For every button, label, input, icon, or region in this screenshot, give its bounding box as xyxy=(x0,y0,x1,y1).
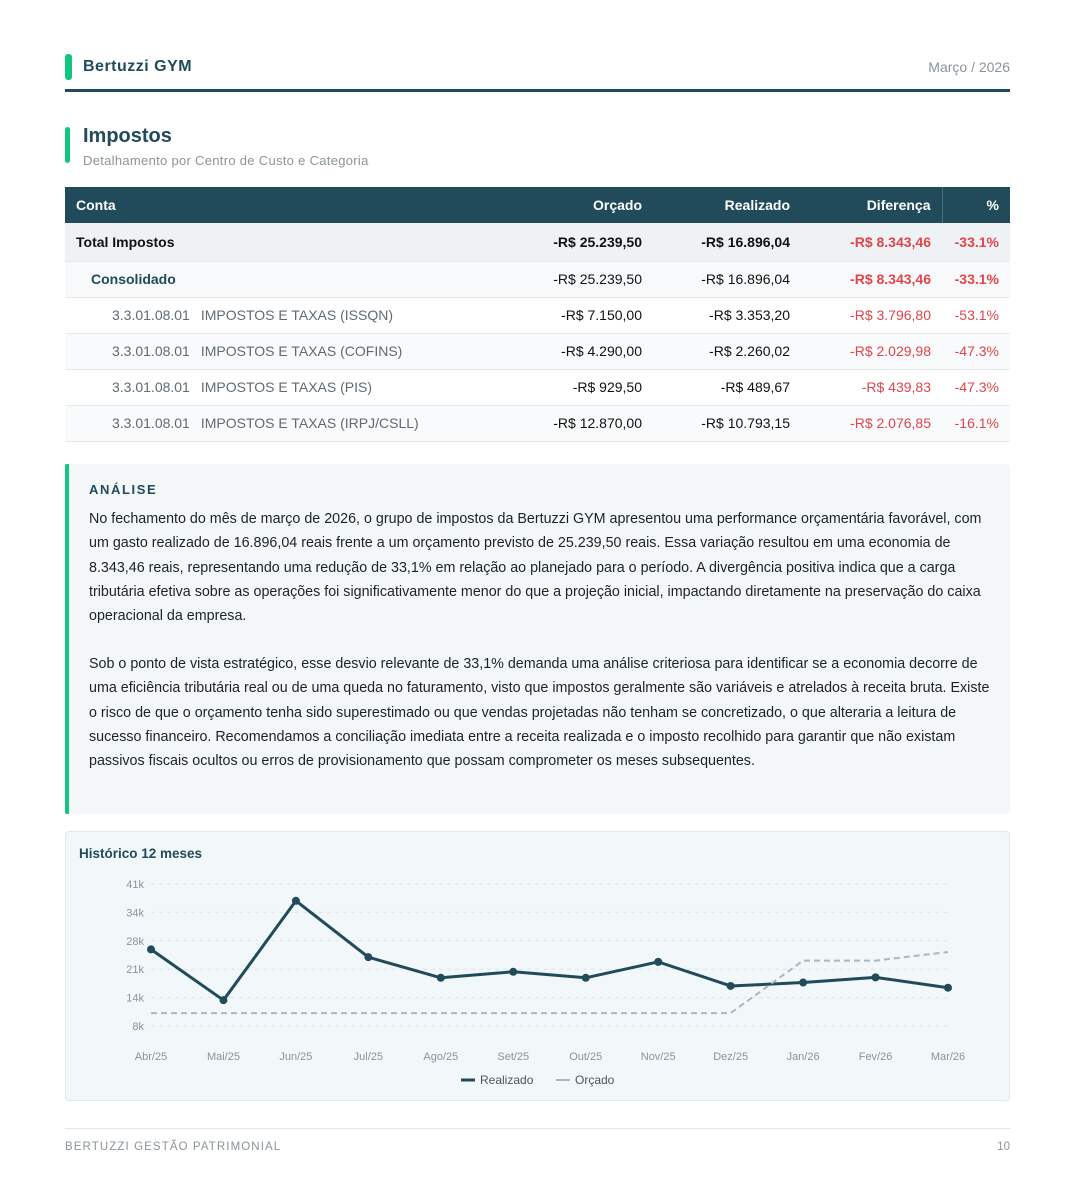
total-row xyxy=(65,223,1010,261)
total-diferenca: -R$ 8.343,46 xyxy=(801,223,942,261)
row-orcado: -R$ 4.290,00 xyxy=(510,333,653,369)
total-orcado: -R$ 25.239,50 xyxy=(510,223,653,261)
chart-canvas xyxy=(66,832,1011,1102)
row-diferenca: -R$ 3.796,80 xyxy=(801,297,942,333)
table-row xyxy=(65,369,1010,405)
account-code: 3.3.01.08.01 xyxy=(112,343,190,359)
tax-table xyxy=(65,187,1010,442)
row-orcado: -R$ 12.870,00 xyxy=(510,405,653,441)
x-tick-label: Jan/26 xyxy=(786,1051,820,1063)
table-row xyxy=(65,333,1010,369)
orcado-line xyxy=(151,952,948,1013)
group-label: Consolidado xyxy=(65,261,510,297)
x-tick-label: Mar/26 xyxy=(930,1051,966,1063)
realizado-line xyxy=(151,901,948,1000)
x-tick-label: Set/25 xyxy=(497,1051,530,1063)
group-realizado: -R$ 16.896,04 xyxy=(653,261,801,297)
row-pct: -53.1% xyxy=(942,297,1010,333)
account-code: 3.3.01.08.01 xyxy=(112,415,190,431)
realizado-point xyxy=(944,984,952,992)
account-name: IMPOSTOS E TAXAS (PIS) xyxy=(200,379,373,395)
realizado-point xyxy=(219,996,227,1004)
row-diferenca: -R$ 2.029,98 xyxy=(801,333,942,369)
group-diferenca: -R$ 8.343,46 xyxy=(801,261,942,297)
row-pct: -16.1% xyxy=(942,405,1010,441)
company-name: Bertuzzi GYM xyxy=(83,58,193,75)
account-name: IMPOSTOS E TAXAS (ISSQN) xyxy=(200,307,394,323)
row-orcado: -R$ 929,50 xyxy=(510,369,653,405)
col-header-pct: % xyxy=(942,187,1010,223)
y-tick-label: 21k xyxy=(126,964,144,977)
total-label: Total Impostos xyxy=(65,223,510,261)
account-name: IMPOSTOS E TAXAS (COFINS) xyxy=(200,343,403,359)
table-row xyxy=(65,297,1010,333)
account-name: IMPOSTOS E TAXAS (IRPJ/CSLL) xyxy=(200,415,419,431)
realizado-point xyxy=(364,953,372,961)
table-row xyxy=(65,405,1010,441)
realizado-point xyxy=(799,979,807,987)
realizado-point xyxy=(727,982,735,990)
account-cell xyxy=(65,369,510,405)
row-pct: -47.3% xyxy=(942,333,1010,369)
x-tick-label: Ago/25 xyxy=(423,1051,459,1063)
x-tick-label: Out/25 xyxy=(569,1051,603,1063)
realizado-point xyxy=(654,958,662,966)
row-orcado: -R$ 7.150,00 xyxy=(510,297,653,333)
page-number: 10 xyxy=(997,1141,1010,1153)
page-subtitle: Detalhamento por Centro de Custo e Categoria xyxy=(83,153,369,168)
table-header-row xyxy=(65,187,1010,223)
x-tick-label: Jul/25 xyxy=(353,1051,384,1063)
analysis-accent-bar xyxy=(65,464,69,814)
account-cell xyxy=(65,297,510,333)
realizado-point xyxy=(582,974,590,982)
section-heading xyxy=(65,125,665,169)
analysis-label: ANÁLISE xyxy=(89,482,158,497)
legend-label: Realizado xyxy=(480,1073,534,1087)
row-realizado: -R$ 10.793,15 xyxy=(653,405,801,441)
col-header-orcado: Orçado xyxy=(510,187,653,223)
legend-label: Orçado xyxy=(575,1073,615,1087)
row-diferenca: -R$ 439,83 xyxy=(801,369,942,405)
x-tick-label: Dez/25 xyxy=(713,1051,749,1063)
row-diferenca: -R$ 2.076,85 xyxy=(801,405,942,441)
x-tick-label: Mai/25 xyxy=(206,1051,240,1063)
analysis-box xyxy=(65,464,1010,814)
y-tick-label: 8k xyxy=(132,1021,144,1033)
header-divider xyxy=(65,89,1010,92)
x-tick-label: Fev/26 xyxy=(858,1051,893,1063)
history-chart xyxy=(65,831,1010,1101)
x-tick-label: Jun/25 xyxy=(279,1051,313,1063)
chart-title: Histórico 12 meses xyxy=(79,846,203,861)
account-cell xyxy=(65,405,510,441)
realizado-point xyxy=(509,968,517,976)
x-tick-label: Abr/25 xyxy=(134,1051,168,1063)
y-tick-label: 14k xyxy=(126,992,144,1005)
footer-divider xyxy=(65,1128,1010,1129)
realizado-point xyxy=(437,974,445,982)
total-pct: -33.1% xyxy=(942,223,1010,261)
col-header-conta: Conta xyxy=(65,187,510,223)
row-realizado: -R$ 3.353,20 xyxy=(653,297,801,333)
realizado-point xyxy=(872,973,880,981)
y-tick-label: 41k xyxy=(126,879,144,891)
total-realizado: -R$ 16.896,04 xyxy=(653,223,801,261)
report-period: Março / 2026 xyxy=(928,59,1010,75)
account-code: 3.3.01.08.01 xyxy=(112,307,190,323)
col-header-diferenca: Diferença xyxy=(801,187,942,223)
row-realizado: -R$ 2.260,02 xyxy=(653,333,801,369)
analysis-paragraph-1: No fechamento do mês de março de 2026, o grupo de impostos da Bertuzzi GYM apresentou uma performance orçamentária favorável, com um gasto realizado de 16.896,04 reais frente a um orçamento previsto de 25.239,50 reais. Essa variação resultou em uma economia de 8.343,46 reais, representando uma redução de 33,1% em relação ao planejado para o período. A divergência positiva indica que a carga tributária efetiva sobre as operações foi significativamente menor do que a projeção inicial, impactando diretamente na preservação do caixa operacional da empresa. xyxy=(89,511,982,625)
realizado-point xyxy=(292,897,300,905)
x-tick-label: Nov/25 xyxy=(640,1051,676,1063)
group-row xyxy=(65,261,1010,297)
account-code: 3.3.01.08.01 xyxy=(112,379,190,395)
header-accent-bar xyxy=(65,54,72,80)
y-tick-label: 34k xyxy=(126,907,144,920)
analysis-paragraph-2: Sob o ponto de vista estratégico, esse desvio relevante de 33,1% demanda uma análise criteriosa para identificar se a economia decorre de uma eficiência tributária real ou de uma queda no faturamento, visto que impostos geralmente são variáveis e atrelados à receita bruta. Existe o risco de que o orçamento tenha sido superestimado ou que vendas projetadas não tenham se concretizado, o que alteraria a leitura de sucesso financeiro. Recomendamos a conciliação imediata entre a receita realizada e o imposto recolhido para garantir que não existam passivos fiscais ocultos ou erros de provisionamento que possam comprometer os meses subsequentes. xyxy=(89,656,990,770)
report-header xyxy=(65,54,1010,80)
row-realizado: -R$ 489,67 xyxy=(653,369,801,405)
group-orcado: -R$ 25.239,50 xyxy=(510,261,653,297)
y-tick-label: 28k xyxy=(126,935,144,948)
page-title: Impostos xyxy=(83,125,172,147)
account-cell xyxy=(65,333,510,369)
group-pct: -33.1% xyxy=(942,261,1010,297)
row-pct: -47.3% xyxy=(942,369,1010,405)
col-header-realizado: Realizado xyxy=(653,187,801,223)
section-accent-bar xyxy=(65,127,70,163)
footer-company: BERTUZZI GESTÃO PATRIMONIAL xyxy=(65,1141,282,1153)
realizado-point xyxy=(147,945,155,953)
